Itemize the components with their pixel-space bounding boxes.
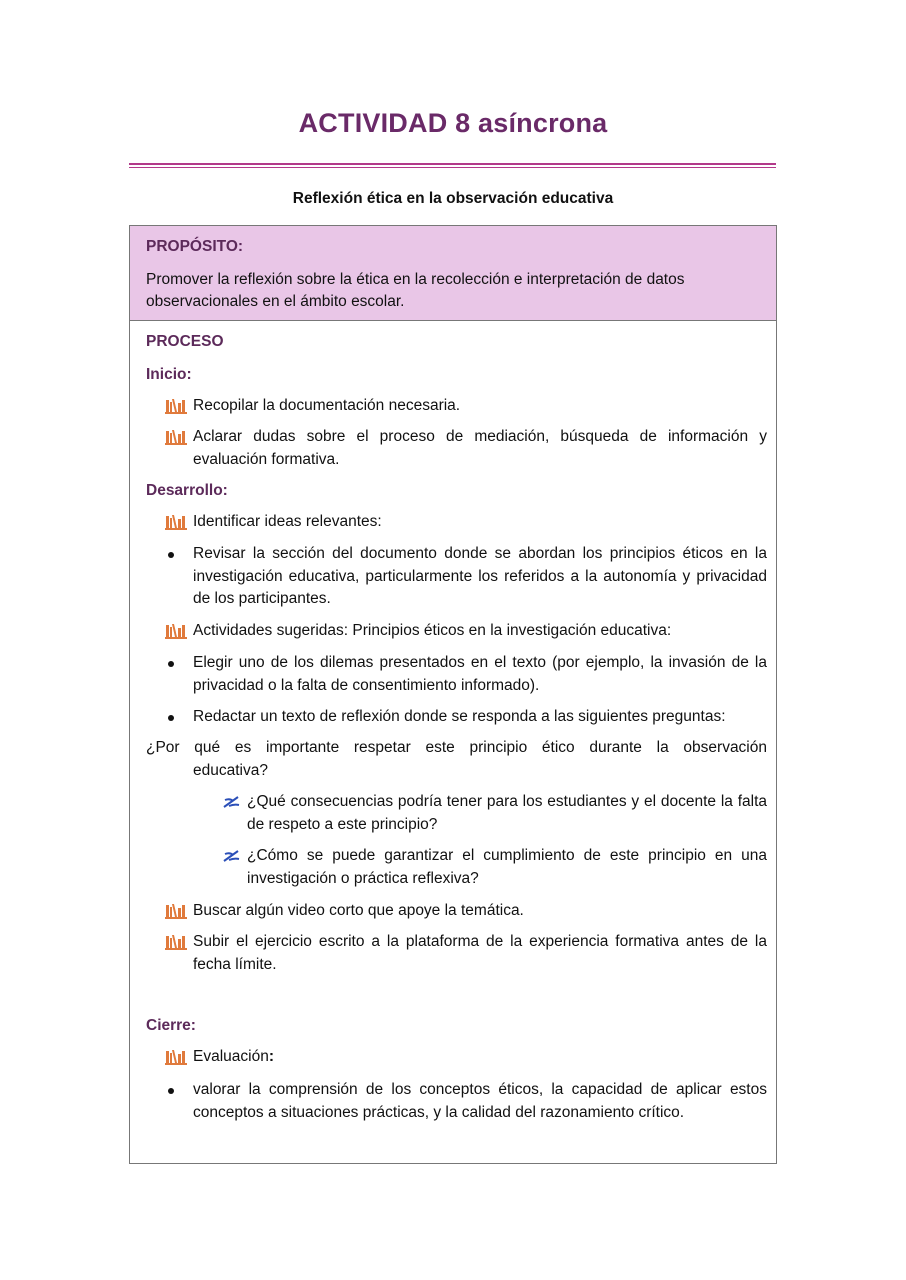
- bullet-dot: [168, 552, 174, 558]
- purpose-section: [130, 226, 776, 321]
- title-rule: [129, 163, 776, 165]
- reflection-question: [146, 737, 767, 782]
- bullet-dot: [168, 661, 174, 667]
- desarrollo-item: Subir el ejercicio escrito a la plataforma de la experiencia formativa antes de la fecha límite.: [193, 933, 767, 973]
- bullet-dot: [168, 715, 174, 721]
- books-icon: [165, 903, 187, 919]
- inicio-item: Aclarar dudas sobre el proceso de mediación, búsqueda de información y evaluación formativa.: [193, 428, 767, 468]
- books-icon: [165, 398, 187, 414]
- activity-table: [129, 225, 777, 1164]
- cierre-bullet: valorar la comprensión de los conceptos éticos, la capacidad de aplicar estos conceptos a situaciones prácticas, y la calidad del razonamiento crítico.: [193, 1081, 767, 1121]
- cierre-label: Cierre:: [146, 1017, 196, 1034]
- pen-icon: [221, 848, 243, 864]
- pen-icon: [221, 794, 243, 810]
- cierre-item-colon: :: [268, 1048, 274, 1065]
- inicio-label: Inicio:: [146, 366, 192, 383]
- inicio-item: Recopilar la documentación necesaria.: [193, 397, 461, 414]
- desarrollo-item: Buscar algún video corto que apoye la temática.: [193, 902, 524, 919]
- desarrollo-label: Desarrollo:: [146, 482, 228, 499]
- cierre-item-text: Evaluación: [193, 1048, 269, 1065]
- page-subtitle: Reflexión ética en la observación educativa: [292, 190, 614, 207]
- desarrollo-bullet: Elegir uno de los dilemas presentados en el texto (por ejemplo, la invasión de la privacidad o la falta de consentimiento informado).: [193, 654, 767, 694]
- purpose-text: Promover la reflexión sobre la ética en la recolección e interpretación de datos observacionales en el ámbito escolar.: [146, 271, 685, 310]
- question-line-2: educativa?: [193, 761, 268, 779]
- books-icon: [165, 623, 187, 639]
- desarrollo-bullet: Redactar un texto de reflexión donde se responda a las siguientes preguntas:: [193, 708, 726, 725]
- desarrollo-bullet: Revisar la sección del documento donde se abordan los principios éticos en la investigación educativa, particularmente los referidos a la autonomía y privacidad de los participantes.: [193, 545, 767, 607]
- bullet-dot: [168, 1088, 174, 1094]
- title-rule-thin: [129, 167, 776, 168]
- question-line-1: ¿Por qué es importante respetar este principio ético durante la observación: [146, 739, 767, 756]
- cierre-item: [193, 1046, 767, 1069]
- sub-question: ¿Qué consecuencias podría tener para los estudiantes y el docente la falta de respeto a este principio?: [247, 793, 767, 833]
- books-icon: [165, 1049, 187, 1065]
- books-icon: [165, 934, 187, 950]
- purpose-label: PROPÓSITO:: [146, 238, 244, 255]
- books-icon: [165, 514, 187, 530]
- books-icon: [165, 429, 187, 445]
- desarrollo-item: Identificar ideas relevantes:: [193, 513, 382, 530]
- page-title: ACTIVIDAD 8 asíncrona: [298, 108, 608, 138]
- sub-question: ¿Cómo se puede garantizar el cumplimiento de este principio en una investigación o práctica reflexiva?: [247, 847, 767, 887]
- process-label: PROCESO: [146, 333, 224, 350]
- desarrollo-item: Actividades sugeridas: Principios éticos en la investigación educativa:: [193, 622, 672, 639]
